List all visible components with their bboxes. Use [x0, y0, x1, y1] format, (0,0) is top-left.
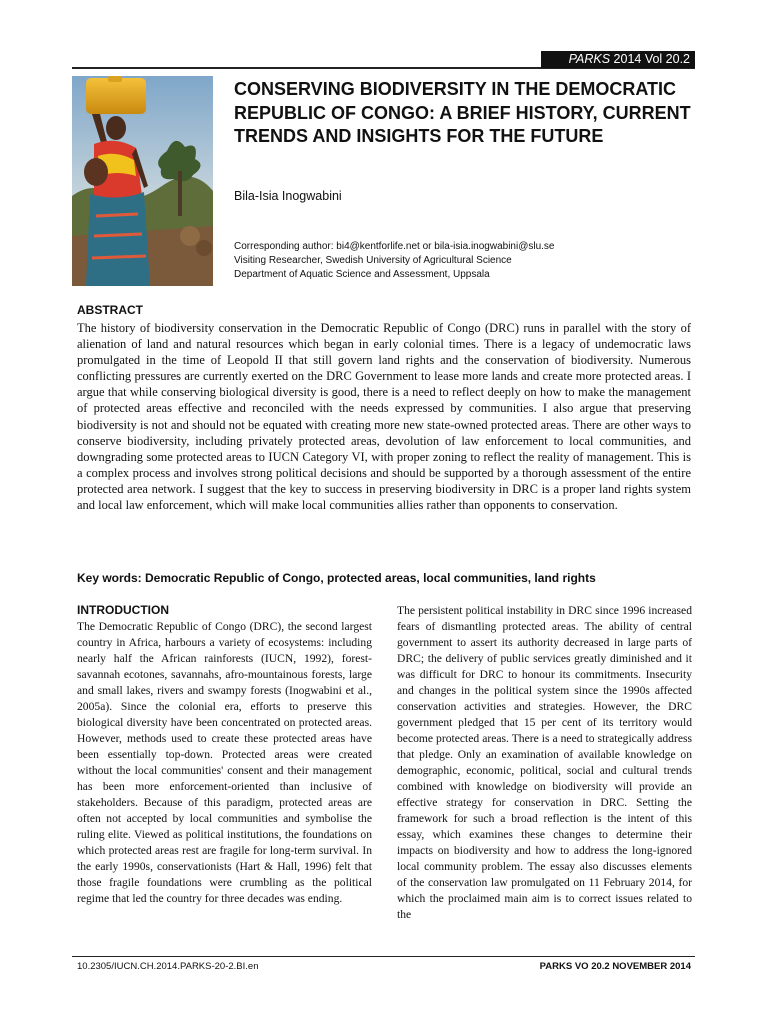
footer-rule	[72, 956, 695, 957]
body-column-left: The Democratic Republic of Congo (DRC), the second largest country in Africa, harbours a variety of ecosystems: including nearly half the African rainforests (IUCN, 1992), forest-savannah ecotones, savannahs, afro-mountainous forests, large and small lakes, rivers and swampy forests (Inogwabini et al., 2005a). Since the colonial era, efforts to preserve this biological diversity have been concentrated on protected areas. However, methods used to create these protected areas have been essentially top-down. Protected areas were created without the local communities' consent and their management has been more enforcement-oriented than inclusive of stakeholders. Because of this paradigm, protected areas are often not accepted by local communities and symbolise the ruling elite. Viewed as political institutions, the foundations on which protected areas rest are fragile for long-term survival. In the early 1990s, conservationists (Hart & Hall, 1996) felt that those fragile foundations were crumbling as the political regime that led the country for three decades was ending.	[77, 620, 372, 905]
woman-carrying-water-image	[72, 76, 213, 286]
footer-doi: 10.2305/IUCN.CH.2014.PARKS-20-2.BI.en	[77, 961, 259, 972]
cover-photo	[72, 76, 213, 286]
journal-name: PARKS	[568, 52, 611, 66]
author-name: Bila-Isia Inogwabini	[234, 189, 342, 203]
author-affiliation	[234, 240, 696, 282]
abstract-heading: ABSTRACT	[77, 303, 143, 317]
introduction-heading: INTRODUCTION	[77, 603, 169, 617]
journal-issue-tag	[541, 51, 695, 68]
body-column-right: The persistent political instability in DRC since 1996 increased fears of dismantling protected areas. The ability of central government to assert its authority decreased in large parts of DRC; the delivery of public services greatly diminished and it was difficult for DRC to honour its commitments. Insecurity and changes in the political system since the 1990s affected conservation activities and strategies. However, the DRC government pledged that 15 per cent of its territory would become protected areas. There is a need to strategically address that pledge. Only an examination of available knowledge on demographic, economic, political, social and cultural trends combined with knowledge on biodiversity will provide an effective strategy for conservation in DRC. Setting the framework for such a broad reflection is the intent of this essay, which examines these changes to determine their impacts on biodiversity and how to address the long-ignored local community problem. The essay also discusses elements of the conservation law promulgated on 11 February 2014, for which the proclaimed main aim is to correct issues related to the	[397, 604, 692, 921]
abstract-text: The history of biodiversity conservation in the Democratic Republic of Congo (DRC) runs in parallel with the story of alienation of land and natural resources which began in early colonial times. There is a legacy of undemocratic laws promulgated in the time of Leopold II that still govern land rights and the conservation of biodiversity. Numerous conflicting pressures are currently exerted on the DRC Government to lease more lands and create more protected areas. I argue that while conserving biological diversity is good, there is a need to reflect deeply on how to make the management of protected areas effective and reconciled with the needs expressed by communities. I also argue that preserving biodiversity is not and should not be equated with creating more new state-owned protected areas. There are other ways to conserve biodiversity, including privately protected areas, devolution of law enforcement to local communities, and downgrading some protected areas to IUCN Category VI, with proper zoning to reflect the reality of management. This is a complex process and involves strong political decisions and should be supported by a thorough assessment of the entire protected area network. I suggest that the key to success in preserving biodiversity in DRC is a proper land rights system and local law enforcement, which will make local communities allies rather than opponents to conservation.	[77, 321, 691, 513]
journal-volume: 2014 Vol 20.2	[610, 52, 690, 66]
affiliation-line: Visiting Researcher, Swedish University of Agricultural Science	[234, 255, 512, 266]
affiliation-line: Department of Aquatic Science and Assessment, Uppsala	[234, 269, 490, 280]
article-title: CONSERVING BIODIVERSITY IN THE DEMOCRATIC REPUBLIC OF CONGO: A BRIEF HISTORY, CURRENT TRENDS AND INSIGHTS FOR THE FUTURE	[234, 79, 691, 146]
keywords: Key words: Democratic Republic of Congo, protected areas, local communities, land rights	[77, 571, 596, 585]
footer-issue: PARKS VO 20.2 NOVEMBER 2014	[539, 961, 691, 972]
corresponding-author: Corresponding author: bi4@kentforlife.net or bila-isia.inogwabini@slu.se	[234, 241, 555, 252]
